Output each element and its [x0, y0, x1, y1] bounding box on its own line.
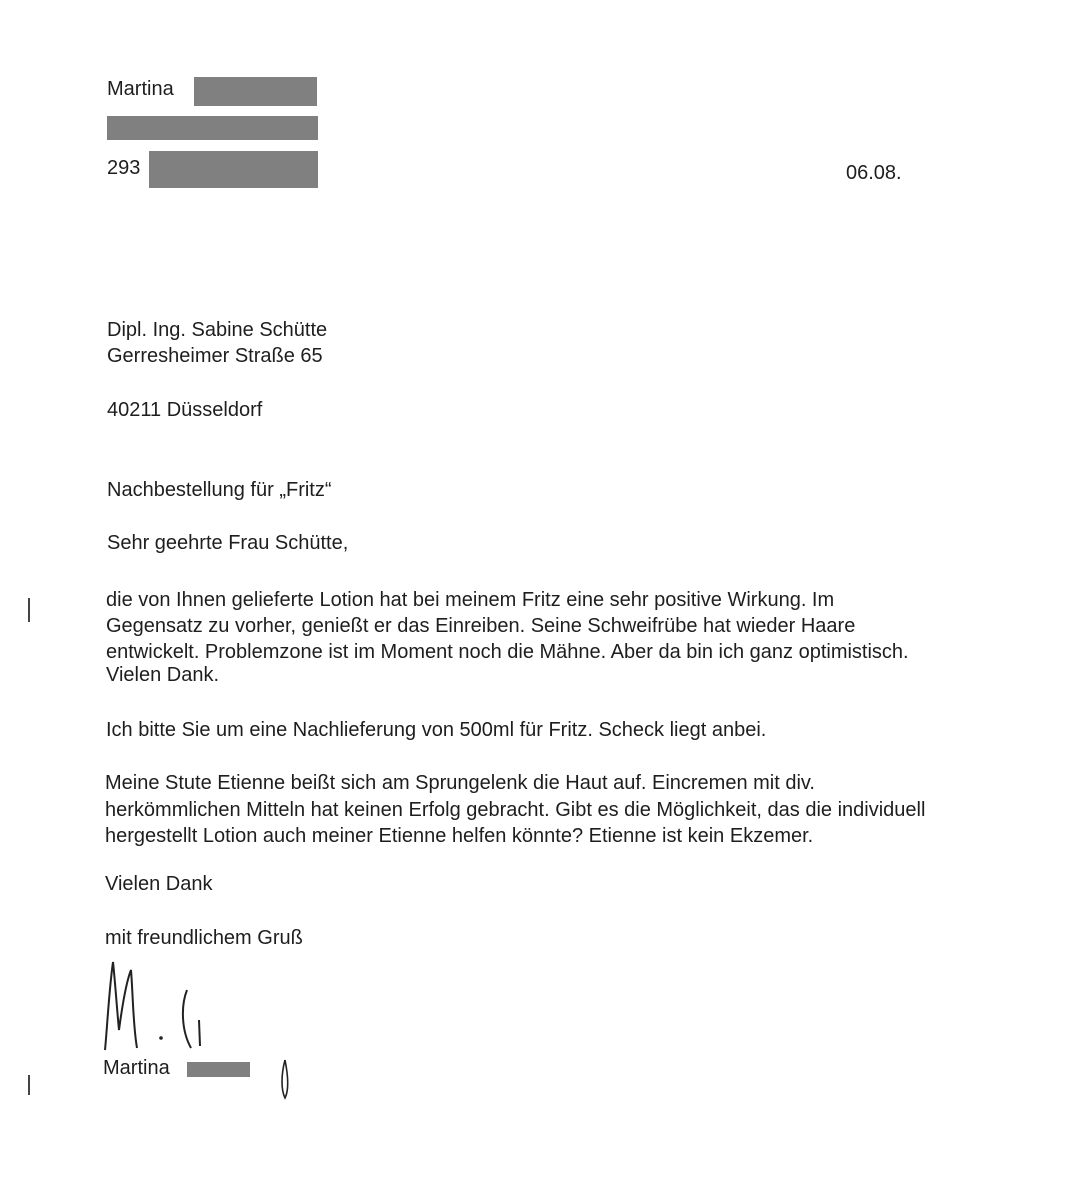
paragraph3-line: Meine Stute Etienne beißt sich am Sprungelenk die Haut auf. Eincremen mit div.: [105, 772, 815, 794]
redaction-sender-surname: [194, 77, 317, 106]
signature-name: Martina: [103, 1057, 170, 1079]
paragraph2: Ich bitte Sie um eine Nachlieferung von 500ml für Fritz. Scheck liegt anbei.: [106, 719, 767, 741]
paragraph3-line: herkömmlichen Mitteln hat keinen Erfolg gebracht. Gibt es die Möglichkeit, das die individuell: [105, 799, 926, 821]
redaction-sender-street: [107, 116, 318, 140]
punch-mark: [28, 598, 30, 622]
subject-line: Nachbestellung für „Fritz“: [107, 479, 332, 501]
redaction-signature-surname: [187, 1062, 250, 1077]
paragraph3-line: hergestellt Lotion auch meiner Etienne helfen könnte? Etienne ist kein Ekzemer.: [105, 825, 814, 847]
punch-mark: [28, 1075, 30, 1095]
paragraph1-line: die von Ihnen gelieferte Lotion hat bei meinem Fritz eine sehr positive Wirkung. Im: [106, 589, 835, 611]
thanks: Vielen Dank: [105, 873, 213, 895]
recipient-street: Gerresheimer Straße 65: [107, 345, 323, 367]
handwritten-signature: [95, 950, 315, 1110]
closing: mit freundlichem Gruß: [105, 927, 303, 949]
sender-first-name: Martina: [107, 78, 174, 100]
redaction-sender-city: [149, 151, 318, 188]
paragraph1-line: Vielen Dank.: [106, 664, 220, 686]
salutation: Sehr geehrte Frau Schütte,: [107, 532, 349, 554]
paragraph1-line: Gegensatz zu vorher, genießt er das Einreiben. Seine Schweifrübe hat wieder Haare: [106, 615, 856, 637]
sender-zip: 293: [107, 157, 141, 179]
letter-date: 06.08.: [846, 162, 902, 184]
recipient-city: 40211 Düsseldorf: [107, 399, 263, 421]
recipient-name: Dipl. Ing. Sabine Schütte: [107, 319, 328, 341]
paragraph1-line: entwickelt. Problemzone ist im Moment noch die Mähne. Aber da bin ich ganz optimistisch.: [106, 641, 909, 663]
